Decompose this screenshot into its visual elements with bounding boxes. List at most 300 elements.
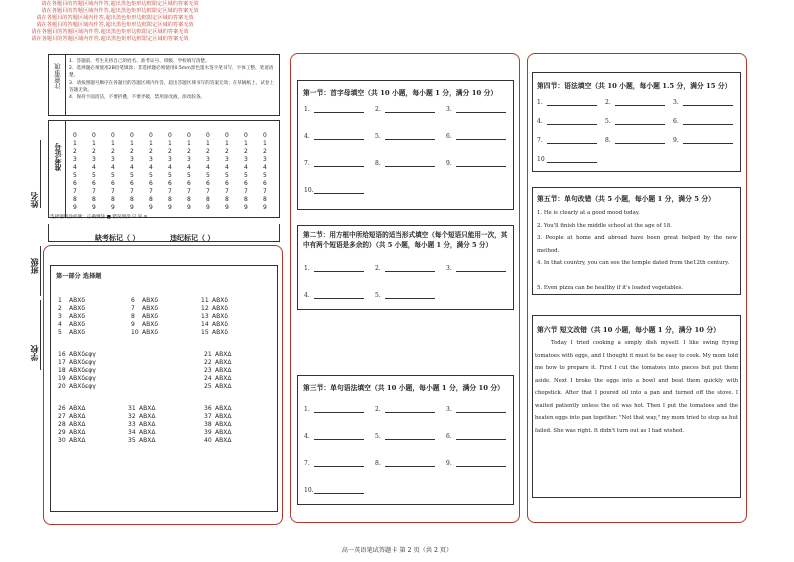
answer-number: 6.	[446, 433, 452, 440]
absent-mark[interactable]: 缺考标记（ ）	[95, 233, 140, 242]
answer-number: 5.	[605, 118, 611, 125]
digit-bubble[interactable]: 0	[263, 132, 267, 139]
question-number: 31	[128, 405, 136, 412]
question-number: 21	[204, 351, 212, 358]
answer-options[interactable]: ABXδ	[142, 297, 159, 304]
answer-options[interactable]: ABXδ	[212, 313, 229, 320]
answer-number: 2.	[605, 99, 611, 106]
digit-bubble[interactable]: 1	[130, 140, 134, 147]
digit-bubble[interactable]: 2	[73, 148, 77, 155]
answer-line[interactable]	[314, 193, 364, 194]
answer-line[interactable]	[547, 162, 597, 163]
digit-bubble[interactable]: 5	[92, 172, 96, 179]
sentence-item: 4. In that country, you can see the temple dated from the12th century.	[537, 260, 730, 266]
answer-options[interactable]: ABXδ	[69, 313, 86, 320]
answer-options[interactable]: ABXΔ	[215, 437, 232, 444]
digit-bubble[interactable]: 7	[111, 188, 115, 195]
digit-bubble[interactable]: 2	[187, 148, 191, 155]
digit-bubble[interactable]: 9	[187, 204, 191, 211]
answer-number: 3.	[446, 265, 452, 272]
question-number: 20	[58, 383, 66, 390]
answer-line[interactable]	[456, 139, 506, 140]
digit-bubble[interactable]: 7	[168, 188, 172, 195]
question-number: 38	[204, 421, 212, 428]
question-number: 37	[204, 413, 212, 420]
answer-options[interactable]: ABXΔ	[139, 413, 156, 420]
digit-bubble[interactable]: 2	[111, 148, 115, 155]
answer-line[interactable]	[385, 298, 435, 299]
section5-title: 第五节：单句改错（共 5 小题，每小题 1 分，满分 5 分）	[537, 195, 715, 203]
answer-line[interactable]	[456, 412, 506, 413]
digit-bubble[interactable]: 3	[168, 156, 172, 163]
digit-bubble[interactable]: 4	[244, 164, 248, 171]
digit-bubble[interactable]: 2	[149, 148, 153, 155]
digit-bubble[interactable]: 1	[111, 140, 115, 147]
answer-line[interactable]	[314, 493, 364, 494]
digit-bubble[interactable]: 2	[263, 148, 267, 155]
digit-bubble[interactable]: 4	[206, 164, 210, 171]
digit-bubble[interactable]: 1	[92, 140, 96, 147]
answer-number: 2.	[375, 106, 381, 113]
answer-number: 6.	[673, 118, 679, 125]
answer-line[interactable]	[683, 105, 733, 106]
answer-options[interactable]: ABXδεφγ	[69, 351, 96, 358]
marks-box	[48, 224, 280, 242]
digit-bubble[interactable]: 1	[244, 140, 248, 147]
question-number: 36	[204, 405, 212, 412]
digit-bubble[interactable]: 1	[206, 140, 210, 147]
answer-number: 1.	[304, 406, 310, 413]
digit-bubble[interactable]: 8	[206, 196, 210, 203]
digit-bubble[interactable]: 0	[206, 132, 210, 139]
answer-options[interactable]: ABXΔ	[215, 429, 232, 436]
digit-bubble[interactable]: 2	[225, 148, 229, 155]
answer-options[interactable]: ABXΔ	[69, 429, 86, 436]
answer-options[interactable]: ABXΔ	[215, 359, 232, 366]
answer-number: 9.	[446, 160, 452, 167]
answer-options[interactable]: ABXδ	[212, 329, 229, 336]
section1-title: 第一节：首字母填空（共 10 小题，每小题 1 分，满分 10 分）	[303, 89, 498, 97]
warning-text: 请在各题目的答题区域内作答,超出黑色矩形边框限定区域的答案无效	[36, 22, 194, 28]
digit-bubble[interactable]: 9	[206, 204, 210, 211]
note-item: 3．请按照题号顺序在各题目的答题区域内作答，超出答题区域书写的答案无效；在草稿纸上、试卷上答题无效。	[69, 80, 275, 93]
digit-bubble[interactable]: 6	[73, 180, 77, 187]
digit-bubble[interactable]: 9	[244, 204, 248, 211]
violation-mark[interactable]: 违纪标记（ ）	[170, 233, 215, 242]
answer-line[interactable]	[456, 166, 506, 167]
answer-line[interactable]	[314, 298, 364, 299]
answer-options[interactable]: ABXΔ	[69, 437, 86, 444]
class-line[interactable]	[40, 246, 41, 296]
answer-number: 2.	[375, 406, 381, 413]
answer-line[interactable]	[547, 143, 597, 144]
digit-bubble[interactable]: 1	[73, 140, 77, 147]
digit-bubble[interactable]: 3	[263, 156, 267, 163]
digit-bubble[interactable]: 1	[225, 140, 229, 147]
digit-bubble[interactable]: 3	[244, 156, 248, 163]
digit-bubble[interactable]: 2	[92, 148, 96, 155]
answer-line[interactable]	[456, 271, 506, 272]
answer-options[interactable]: ABXΔ	[215, 383, 232, 390]
class-label: 班级	[29, 258, 39, 274]
answer-number: 4.	[304, 292, 310, 299]
question-number: 19	[58, 375, 66, 382]
sentence-item: 5. Even pizza can be healthy if it's loaded vegetables.	[537, 285, 684, 291]
question-number: 9	[131, 321, 135, 328]
digit-bubble[interactable]: 5	[244, 172, 248, 179]
digit-bubble[interactable]: 6	[149, 180, 153, 187]
answer-number: 10.	[304, 487, 314, 494]
question-number: 29	[58, 429, 66, 436]
digit-bubble[interactable]: 8	[73, 196, 77, 203]
question-number: 25	[204, 383, 212, 390]
name-label: 姓名	[29, 192, 39, 208]
question-number: 14	[201, 321, 209, 328]
answer-number: 4.	[304, 433, 310, 440]
digit-bubble[interactable]: 0	[168, 132, 172, 139]
answer-options[interactable]: ABXΔ	[139, 421, 156, 428]
digit-bubble[interactable]: 9	[73, 204, 77, 211]
answer-line[interactable]	[314, 139, 364, 140]
digit-bubble[interactable]: 0	[130, 132, 134, 139]
school-label: 学校	[29, 345, 39, 361]
digit-bubble[interactable]: 3	[73, 156, 77, 163]
answer-line[interactable]	[456, 112, 506, 113]
digit-bubble[interactable]: 8	[149, 196, 153, 203]
answer-number: 7.	[304, 160, 310, 167]
exam-number-label: 准考证号	[53, 143, 62, 171]
question-number: 8	[131, 313, 135, 320]
note-item: 2．选择题必须使用2B铅笔填涂；非选择题必须使用0.5mm黑色墨水签字笔书写，字体工整、笔迹清楚。	[69, 66, 274, 79]
question-number: 2	[58, 305, 62, 312]
digit-bubble[interactable]: 5	[111, 172, 115, 179]
digit-bubble[interactable]: 0	[225, 132, 229, 139]
question-number: 3	[58, 313, 62, 320]
answer-number: 5.	[375, 133, 381, 140]
notes-list	[69, 58, 277, 101]
digit-bubble[interactable]: 4	[225, 164, 229, 171]
question-number: 17	[58, 359, 66, 366]
digit-bubble[interactable]: 3	[225, 156, 229, 163]
question-number: 18	[58, 367, 66, 374]
warning-text: 请在各题目的答题区域内作答,超出黑色矩形边框限定区域的答案无效	[31, 36, 189, 42]
question-number: 23	[204, 367, 212, 374]
sentence-item: 1. He is clearly at a good mood today.	[537, 210, 640, 216]
question-number: 24	[204, 375, 212, 382]
digit-bubble[interactable]: 8	[168, 196, 172, 203]
answer-number: 8.	[375, 460, 381, 467]
digit-bubble[interactable]: 9	[168, 204, 172, 211]
name-line[interactable]	[40, 140, 41, 208]
question-number: 34	[128, 429, 136, 436]
answer-options[interactable]: ABXδεφγ	[69, 383, 96, 390]
answer-number: 8.	[375, 160, 381, 167]
digit-bubble[interactable]: 0	[111, 132, 115, 139]
answer-options[interactable]: ABXδ	[142, 313, 159, 320]
answer-options[interactable]: ABXΔ	[139, 405, 156, 412]
digit-bubble[interactable]: 2	[206, 148, 210, 155]
question-number: 40	[204, 437, 212, 444]
question-number: 11	[201, 297, 209, 304]
answer-number: 4.	[537, 118, 543, 125]
section6-passage: Today I tried cooking a simply dish myself. I like swing frying tomatoes with eggs, and I thought it must to be easy to cook. My mom told me how to prepare it. First I cut the tomatoes into pieces but put them aside. Next I broke the eggs into a bowl and beat them quickly with chopstick. After that I poured oil into a pan and turned off the stove. I waited patiently unless the oil was hot. Then I put the tomatoes and the beaten eggs into pan together. "Not that way," my mom tried to stop us but failed. She was right. It didn't turn out as I had wished.	[535, 340, 738, 434]
digit-bubble[interactable]: 7	[149, 188, 153, 195]
digit-bubble[interactable]: 9	[111, 204, 115, 211]
answer-number: 5.	[375, 433, 381, 440]
digit-bubble[interactable]: 4	[111, 164, 115, 171]
answer-line[interactable]	[615, 143, 665, 144]
digit-bubble[interactable]: 8	[111, 196, 115, 203]
digit-bubble[interactable]: 7	[73, 188, 77, 195]
digit-bubble[interactable]: 5	[206, 172, 210, 179]
digit-bubble[interactable]: 1	[263, 140, 267, 147]
digit-bubble[interactable]: 6	[187, 180, 191, 187]
answer-line[interactable]	[385, 139, 435, 140]
digit-bubble[interactable]: 7	[225, 188, 229, 195]
answer-number: 5.	[375, 292, 381, 299]
digit-bubble[interactable]: 8	[263, 196, 267, 203]
digit-bubble[interactable]: 3	[206, 156, 210, 163]
digit-bubble[interactable]: 7	[187, 188, 191, 195]
note-item: 1．答题前，考生先将自己的姓名、准考证号、班级、学校填写清楚。	[69, 59, 210, 64]
answer-number: 10	[537, 156, 545, 163]
digit-bubble[interactable]: 3	[149, 156, 153, 163]
sentence-item: 3. People at home and abroad have been great helped by the new method.	[537, 235, 737, 254]
answer-number: 3.	[446, 106, 452, 113]
digit-bubble[interactable]: 2	[244, 148, 248, 155]
digit-bubble[interactable]: 7	[130, 188, 134, 195]
answer-options[interactable]: ABXΔ	[69, 421, 86, 428]
answer-line[interactable]	[385, 439, 435, 440]
answer-options[interactable]: ABXΔ	[215, 375, 232, 382]
answer-options[interactable]: ABXΔ	[215, 367, 232, 374]
question-number: 5	[58, 329, 62, 336]
question-number: 30	[58, 437, 66, 444]
answer-options[interactable]: ABXδ	[212, 297, 229, 304]
digit-bubble[interactable]: 6	[168, 180, 172, 187]
answer-number: 1.	[304, 106, 310, 113]
section6-title: 第六节 短文改错（共 10 小题，每小题 1 分，满分 10 分）	[537, 326, 720, 334]
question-number: 1	[58, 297, 62, 304]
answer-options[interactable]: ABXδ	[212, 305, 229, 312]
answer-line[interactable]	[314, 439, 364, 440]
answer-number: 9.	[673, 137, 679, 144]
answer-line[interactable]	[385, 166, 435, 167]
question-number: 32	[128, 413, 136, 420]
digit-bubble[interactable]: 8	[130, 196, 134, 203]
answer-options[interactable]: ABXδ	[69, 305, 86, 312]
answer-options[interactable]: ABXΔ	[215, 421, 232, 428]
digit-bubble[interactable]: 3	[92, 156, 96, 163]
digit-bubble[interactable]: 6	[244, 180, 248, 187]
digit-bubble[interactable]: 9	[92, 204, 96, 211]
answer-line[interactable]	[385, 112, 435, 113]
digit-bubble[interactable]: 4	[92, 164, 96, 171]
digit-bubble[interactable]: 1	[149, 140, 153, 147]
question-number: 16	[58, 351, 66, 358]
answer-number: 2.	[375, 265, 381, 272]
answer-line[interactable]	[314, 166, 364, 167]
question-number: 12	[201, 305, 209, 312]
digit-bubble[interactable]: 9	[149, 204, 153, 211]
part1-title: 第一部分 选择题	[56, 273, 102, 280]
answer-line[interactable]	[314, 112, 364, 113]
answer-number: 7.	[304, 460, 310, 467]
answer-line[interactable]	[385, 412, 435, 413]
answer-line[interactable]	[314, 466, 364, 467]
warning-text: 请在各题目的答题区域内作答,超出黑色矩形边框限定区域的答案无效	[41, 8, 199, 14]
exam-number-grid	[48, 120, 280, 218]
digit-bubble[interactable]: 8	[187, 196, 191, 203]
digit-bubble[interactable]: 8	[244, 196, 248, 203]
answer-options[interactable]: ABXδ	[69, 329, 86, 336]
answer-line[interactable]	[615, 105, 665, 106]
question-number: 39	[204, 429, 212, 436]
digit-bubble[interactable]: 0	[187, 132, 191, 139]
digit-bubble[interactable]: 8	[92, 196, 96, 203]
answer-options[interactable]: ABXδεφγ	[69, 359, 96, 366]
answer-number: 4.	[304, 133, 310, 140]
digit-bubble[interactable]: 7	[206, 188, 210, 195]
sentence-item: 2. You'll finish the middle school at the age of 18.	[537, 223, 672, 229]
answer-options[interactable]: ABXΔ	[69, 405, 86, 412]
digit-bubble[interactable]: 5	[168, 172, 172, 179]
digit-bubble[interactable]: 9	[263, 204, 267, 211]
question-number: 22	[204, 359, 212, 366]
digit-bubble[interactable]: 8	[225, 196, 229, 203]
answer-options[interactable]: ABXδ	[142, 321, 159, 328]
section3-box	[297, 375, 514, 505]
digit-bubble[interactable]: 6	[225, 180, 229, 187]
note-item: 4．保持卡面清洁，不要折叠，不要弄破，禁用涂改液，涂改胶条。	[69, 95, 206, 101]
notes-box	[48, 54, 280, 116]
question-number: 13	[201, 313, 209, 320]
answer-number: 8.	[605, 137, 611, 144]
answer-line[interactable]	[615, 124, 665, 125]
notes-label: 注意事项	[54, 63, 62, 89]
answer-number: 1.	[304, 265, 310, 272]
answer-line[interactable]	[456, 466, 506, 467]
digit-bubble[interactable]: 6	[130, 180, 134, 187]
digit-bubbles[interactable]	[69, 132, 279, 214]
digit-bubble[interactable]: 1	[168, 140, 172, 147]
digit-bubble[interactable]: 5	[187, 172, 191, 179]
question-number: 33	[128, 421, 136, 428]
answer-options[interactable]: ABXΔ	[139, 429, 156, 436]
digit-bubble[interactable]: 3	[187, 156, 191, 163]
warning-text: 请在各题目的答题区域内作答,超出黑色矩形边框限定区域的答案无效	[36, 15, 194, 21]
answer-line[interactable]	[314, 271, 364, 272]
page-footer: 高一英语笔试答题卡 第 2 页（共 2 页）	[341, 547, 453, 554]
warning-text: 请在各题目的答题区域内作答,超出黑色矩形边框限定区域的答案无效	[31, 29, 189, 35]
answer-options[interactable]: ABXΔ	[215, 351, 232, 358]
question-number: 26	[58, 405, 66, 412]
digit-bubble[interactable]: 4	[187, 164, 191, 171]
answer-line[interactable]	[385, 271, 435, 272]
digit-bubble[interactable]: 4	[149, 164, 153, 171]
digit-bubble[interactable]: 4	[130, 164, 134, 171]
digit-bubble[interactable]: 0	[149, 132, 153, 139]
answer-line[interactable]	[683, 143, 733, 144]
section4-title: 第四节：语法填空（共 10 小题，每小题 1.5 分，满分 15 分）	[537, 82, 732, 90]
answer-options[interactable]: ABXΔ	[139, 437, 156, 444]
answer-options[interactable]: ABXδ	[212, 321, 229, 328]
digit-bubble[interactable]: 0	[73, 132, 77, 139]
answer-line[interactable]	[456, 439, 506, 440]
answer-options[interactable]: ABXδ	[69, 321, 86, 328]
digit-bubble[interactable]: 0	[92, 132, 96, 139]
answer-options[interactable]: ABXδ	[142, 329, 159, 336]
answer-number: 6.	[446, 133, 452, 140]
answer-number: 3.	[446, 406, 452, 413]
answer-line[interactable]	[314, 412, 364, 413]
answer-options[interactable]: ABXδ	[69, 297, 86, 304]
digit-bubble[interactable]: 5	[149, 172, 153, 179]
digit-bubble[interactable]: 3	[130, 156, 134, 163]
answer-number: 10.	[304, 187, 314, 194]
answer-options[interactable]: ABXΔ	[215, 405, 232, 412]
question-number: 7	[131, 305, 135, 312]
digit-bubble[interactable]: 7	[92, 188, 96, 195]
answer-line[interactable]	[547, 105, 597, 106]
digit-bubble[interactable]: 0	[244, 132, 248, 139]
digit-bubble[interactable]: 5	[225, 172, 229, 179]
question-number: 15	[201, 329, 209, 336]
warning-text: 请在各题目的答题区域内作答,超出黑色矩形边框限定区域的答案无效	[41, 1, 199, 7]
digit-bubble[interactable]: 3	[111, 156, 115, 163]
digit-bubble[interactable]: 4	[73, 164, 77, 171]
fill-example: 选择题填涂样例：正确填涂 ■ 错误填涂 ☑ ☒ ⊘	[50, 215, 148, 220]
answer-options[interactable]: ABXδεφγ	[69, 367, 96, 374]
answer-number: 3.	[673, 99, 679, 106]
answer-options[interactable]: ABXΔ	[69, 413, 86, 420]
digit-bubble[interactable]: 6	[111, 180, 115, 187]
answer-line[interactable]	[547, 124, 597, 125]
question-number: 4	[58, 321, 62, 328]
digit-bubble[interactable]: 9	[225, 204, 229, 211]
digit-bubble[interactable]: 6	[206, 180, 210, 187]
digit-bubble[interactable]: 7	[244, 188, 248, 195]
answer-options[interactable]: ABXδεφγ	[69, 375, 96, 382]
digit-bubble[interactable]: 5	[130, 172, 134, 179]
school-line[interactable]	[40, 300, 41, 370]
digit-bubble[interactable]: 2	[168, 148, 172, 155]
section2-title: 第二节：用方框中所给短语的适当形式填空（每个短语只能用一次，其中有两个短语是多余的）（共 5 小题，每小题 1 分，满分 5 分）	[303, 231, 508, 249]
digit-bubble[interactable]: 9	[130, 204, 134, 211]
section3-title: 第三节：单句语法填空（共 10 小题，每小题 1 分，满分 10 分）	[303, 384, 504, 392]
digit-bubble[interactable]: 6	[92, 180, 96, 187]
digit-bubble[interactable]: 4	[263, 164, 267, 171]
question-number: 10	[131, 329, 139, 336]
digit-bubble[interactable]: 5	[263, 172, 267, 179]
answer-number: 9.	[446, 460, 452, 467]
answer-options[interactable]: ABXδ	[142, 305, 159, 312]
answer-line[interactable]	[683, 124, 733, 125]
answer-line[interactable]	[385, 466, 435, 467]
answer-options[interactable]: ABXΔ	[215, 413, 232, 420]
answer-number: 1.	[537, 99, 543, 106]
question-number: 28	[58, 421, 66, 428]
question-number: 27	[58, 413, 66, 420]
section1-box	[297, 80, 514, 210]
digit-bubble[interactable]: 1	[187, 140, 191, 147]
digit-bubble[interactable]: 5	[73, 172, 77, 179]
digit-bubble[interactable]: 4	[168, 164, 172, 171]
digit-bubble[interactable]: 7	[263, 188, 267, 195]
answer-number: 7.	[537, 137, 543, 144]
digit-bubble[interactable]: 6	[263, 180, 267, 187]
digit-bubble[interactable]: 2	[130, 148, 134, 155]
